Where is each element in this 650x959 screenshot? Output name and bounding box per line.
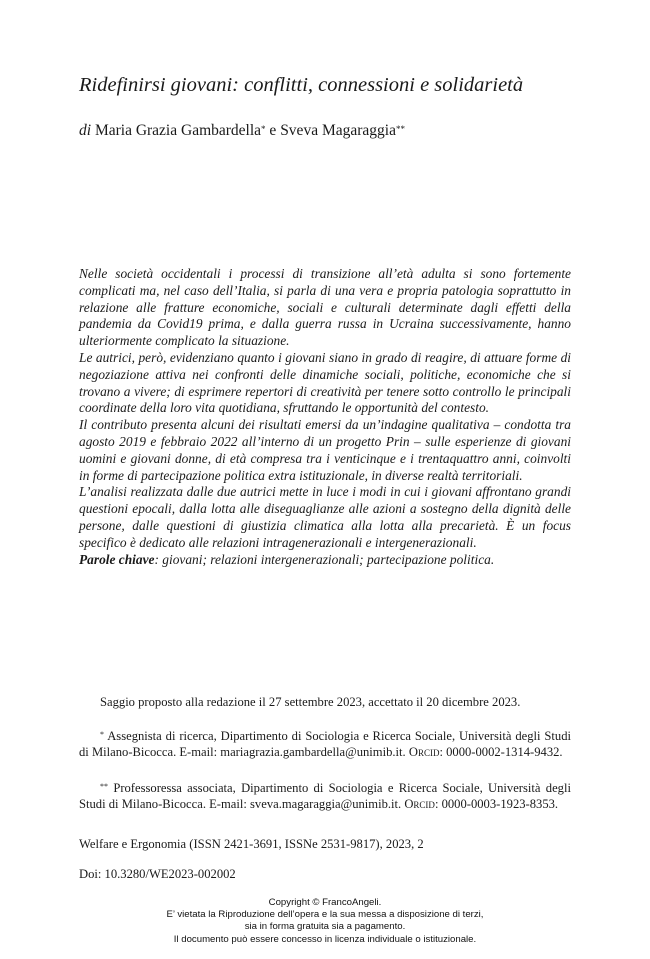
author-prefix: di [79, 122, 92, 139]
article-title: Ridefinirsi giovani: conflitti, connessioni e solidarietà [79, 74, 524, 96]
copyright-line: sia in forma gratuita sia a pagamento. [244, 921, 406, 933]
author-2-name: Sveva Magaraggia [280, 122, 396, 139]
footnote-1-orcid-label: Orcid [408, 745, 440, 760]
footnote-2-text: Professoressa associata, Dipartimento di Sociologia e Ricerca Sociale, Università degli Studi di Milano-Bicocca. E-mail: sveva.magaraggia@unimib.it. [79, 781, 571, 812]
footnote-author-2 [79, 780, 571, 813]
doi: Doi: 10.3280/WE2023-002002 [79, 867, 236, 881]
footnote-author-1 [79, 728, 571, 761]
author-line [79, 120, 619, 142]
submission-dates: Saggio proposto alla redazione il 27 settembre 2023, accettato il 20 dicembre 2023. [100, 695, 521, 709]
abstract-paragraph-3: Il contributo presenta alcuni dei risultati emersi da un’indagine qualitativa – condotta tra agosto 2019 e febbraio 2022 all’interno di un progetto Prin – sulle esperienze di giovani uomini e giovani donne, di età compresa tra i venticinque e i trentaquattro anni, coinvolti in forme di partecipazione politica extra istituzionale, in diverse realtà territoriali. [79, 417, 571, 483]
footnote-2-orcid: : 0000-0003-1923-8353. [434, 797, 559, 812]
footnote-2-orcid-label: Orcid [404, 797, 435, 812]
abstract-paragraph-4: L’analisi realizzata dalle due autrici mette in luce i modi in cui i giovani affrontano grandi questioni epocali, dalla lotta alle diseguaglianze alle azioni a sostegno della dignità delle persone, dalle questioni di giustizia climatica alla lotta alla precarietà. È un focus specifico è dedicato alle relazioni intragenerazionali e intergenerazionali. [79, 484, 571, 550]
footnote-1-text: Assegnista di ricerca, Dipartimento di Sociologia e Ricerca Sociale, Università degli Studi di Milano-Bicocca. E-mail: mariagrazia.gambardella@unimib.it. [79, 729, 571, 760]
keywords-list: : giovani; relazioni intergenerazionali; partecipazione politica. [154, 551, 495, 567]
author-1-name: Maria Grazia Gambardella [94, 122, 262, 139]
copyright-line: Copyright © FrancoAngeli. [268, 897, 382, 908]
keywords-label: Parole chiave [79, 551, 155, 567]
journal-citation: Welfare e Ergonomia (ISSN 2421-3691, ISSNe 2531-9817), 2023, 2 [79, 837, 424, 851]
copyright-line: Il documento può essere concesso in licenza individuale o istituzionale. [173, 933, 477, 945]
footnote-1-mark: * [100, 730, 104, 739]
copyright-notice [100, 897, 550, 946]
author-conjunction: e [269, 122, 277, 139]
copyright-line: E’ vietata la Riproduzione dell’opera e la sua messa a disposizione di terzi, [166, 909, 484, 921]
footnote-1-orcid: : 0000-0002-1314-9432. [439, 745, 563, 760]
author-2-footnote-mark: ** [395, 124, 405, 134]
abstract [79, 266, 571, 568]
keywords [79, 552, 571, 569]
author-1-footnote-mark: * [261, 124, 266, 134]
abstract-paragraph-1: Nelle società occidentali i processi di transizione all’età adulta si sono fortemente complicati ma, nel caso dell’Italia, si parla di una vera e propria patologia soprattutto in relazione alle fratture economiche, sociali e culturali determinate dagli effetti della pandemia da Covid19 prima, e dalla guerra russa in Ucraina successivamente, hanno ulteriormente complicato la situazione. [79, 266, 571, 349]
abstract-paragraph-2: Le autrici, però, evidenziano quanto i giovani siano in grado di reagire, di attuare forme di negoziazione attiva nei confronti delle dinamiche sociali, politiche, economiche che si trovano a vivere; di esprimere repertori di creatività per tenere sotto controllo le principali coordinate della loro vita quotidiana, sfruttando le opportunità del contesto. [79, 349, 571, 416]
footnote-2-mark: ** [100, 782, 108, 791]
